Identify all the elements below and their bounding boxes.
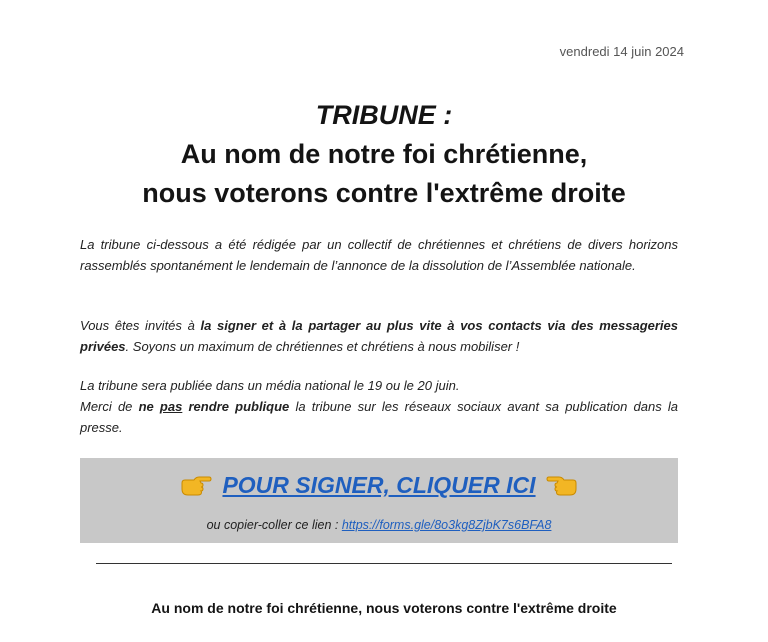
form-url-link[interactable]: https://forms.gle/8o3kg8ZjbK7s6BFA8 <box>341 518 552 532</box>
sign-box <box>80 458 678 543</box>
invite-bold: la signer et à la partager au plus vite à vos contacts via des messageries privées <box>80 318 678 354</box>
invite-paragraph <box>80 315 678 357</box>
document-date: vendredi 14 juin 2024 <box>559 44 684 59</box>
publication-rest: la tribune sur les réseaux sociaux avant sa publication dans la presse. <box>80 399 678 435</box>
ne-text: ne <box>138 399 154 414</box>
pas-text: pas <box>159 399 183 414</box>
intro-paragraph: La tribune ci-dessous a été rédigée par un collectif de chrétiennes et chrétiens de divers horizons rassemblés spontanément le lendemain de l’annonce de la dissolution de l’Assemblée nationale. <box>80 237 678 273</box>
merci-text: Merci de <box>80 399 139 414</box>
sign-cta-row <box>80 472 678 499</box>
invite-pre: Vous êtes invités à <box>80 318 201 333</box>
publication-line-1: La tribune sera publiée dans un média national le 19 ou le 20 juin. <box>80 378 460 393</box>
publication-paragraph <box>80 375 678 438</box>
title-line-1: Au nom de notre foi chrétienne, <box>180 139 588 169</box>
copy-label: ou copier-coller ce lien : <box>206 518 342 532</box>
rendre-publique-text: rendre publique <box>188 399 290 414</box>
copy-link-line <box>80 518 678 532</box>
tribune-heading: Au nom de notre foi chrétienne, nous voterons contre l'extrême droite <box>151 600 617 616</box>
sign-link[interactable]: POUR SIGNER, CLIQUER ICI <box>222 472 536 498</box>
invite-post: . Soyons un maximum de chrétiennes et chrétiens à nous mobiliser ! <box>125 339 520 354</box>
publication-line-2 <box>80 396 678 438</box>
document-title <box>0 96 768 213</box>
divider <box>96 563 672 564</box>
title-kicker: TRIBUNE : <box>315 100 453 130</box>
pointing-left-hand-icon <box>546 474 578 498</box>
title-line-2: nous voterons contre l'extrême droite <box>142 178 626 208</box>
pointing-right-hand-icon <box>180 474 212 498</box>
